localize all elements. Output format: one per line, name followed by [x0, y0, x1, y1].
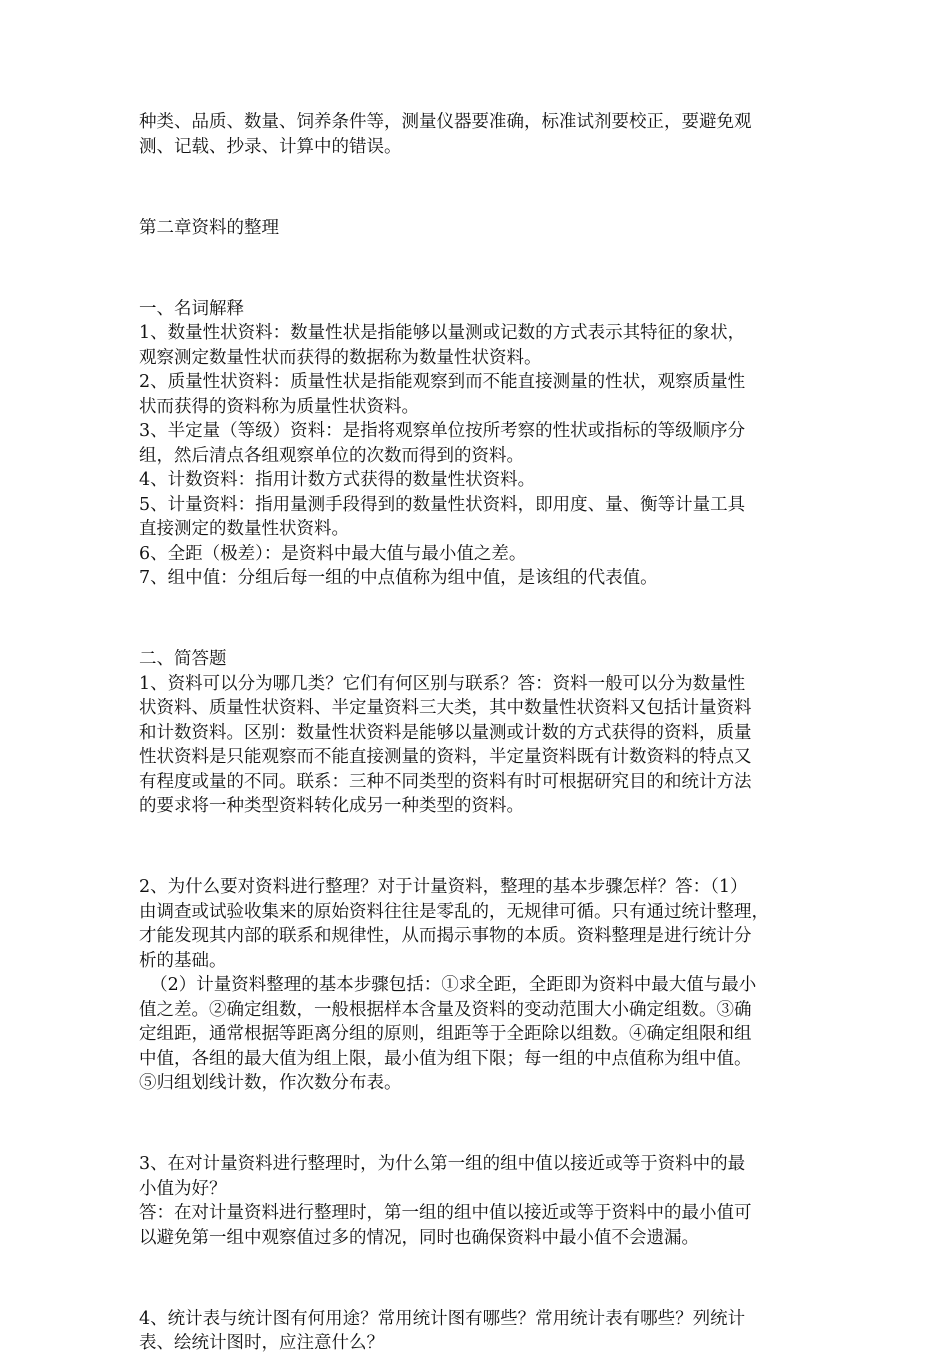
text-line: 值之差。②确定组数，一般根据样本含量及资料的变动范围大小确定组数。③确	[139, 999, 752, 1020]
paragraph-gap	[139, 175, 829, 200]
text-line: 4、计数资料：指用计数方式获得的数量性状资料。	[139, 470, 536, 490]
text-line: 小值为好？	[139, 1178, 227, 1199]
paragraph-gap	[139, 1266, 829, 1291]
paragraph-gap	[139, 607, 829, 632]
paragraph-gap	[139, 1112, 829, 1137]
text-line: 性状资料是只能观察而不能直接测量的资料，半定量资料既有计数资料的特点又	[139, 747, 752, 767]
text-line: 状资料、质量性状资料、半定量资料三大类，其中数量性状资料又包括计量资料	[139, 698, 752, 718]
text-line: 答：在对计量资料进行整理时，第一组的组中值以接近或等于资料中的最小值可	[139, 1203, 752, 1223]
text-line: 2、质量性状资料：质量性状是指能观察到而不能直接测量的性状，观察质量性	[139, 372, 746, 392]
document-page	[139, 110, 829, 1356]
text-line: 5、计量资料：指用量测手段得到的数量性状资料，即用度、量、衡等计量工具	[139, 494, 746, 515]
text-line: 以避免第一组中观察值过多的情况，同时也确保资料中最小值不会遗漏。	[139, 1227, 699, 1248]
text-line: 测、记载、抄录、计算中的错误。	[139, 136, 402, 157]
text-line: 有程度或量的不同。联系：三种不同类型的资料有时可根据研究目的和统计方法	[139, 771, 752, 792]
text-line: 定组距，通常根据等距离分组的原则，组距等于全距除以组数。④确定组限和组	[139, 1024, 752, 1044]
text-line: 表、绘统计图时，应注意什么？	[139, 1333, 384, 1353]
paragraph-gap	[139, 256, 829, 281]
text-line: （2）计量资料整理的基本步骤包括：①求全距，全距即为资料中最大值与最小	[139, 975, 757, 995]
text-line: 析的基础。	[139, 950, 227, 971]
text-line: 6、全距（极差）：是资料中最大值与最小值之差。	[139, 543, 527, 564]
text-line: 才能发现其内部的联系和规律性，从而揭示事物的本质。资料整理是进行统计分	[139, 926, 752, 946]
text-line: 观察测定数量性状而获得的数据称为数量性状资料。	[139, 347, 542, 368]
text-line: 的要求将一种类型资料转化成另一种类型的资料。	[139, 796, 524, 816]
text-line: ⑤归组划线计数，作次数分布表。	[139, 1073, 402, 1093]
text-line: 3、半定量（等级）资料：是指将观察单位按所考察的性状或指标的等级顺序分	[139, 421, 746, 441]
text-line: 组，然后清点各组观察单位的次数而得到的资料。	[139, 445, 524, 466]
text-line: 和计数资料。区别：数量性状资料是能够以量测或计数的方式获得的资料，质量	[139, 722, 752, 743]
text-line: 3、在对计量资料进行整理时，为什么第一组的组中值以接近或等于资料中的最	[139, 1154, 746, 1174]
text-line: 二、简答题	[139, 649, 227, 669]
text-line: 一、名词解释	[139, 298, 244, 319]
text-line: 状而获得的资料称为质量性状资料。	[139, 396, 419, 417]
text-line: 2、为什么要对资料进行整理？对于计量资料，整理的基本步骤怎样？答：（1）	[139, 877, 748, 897]
text-line: 中值，各组的最大值为组上限，最小值为组下限；每一组的中点值称为组中值。	[139, 1048, 752, 1069]
text-line: 1、资料可以分为哪几类？它们有何区别与联系？答：资料一般可以分为数量性	[139, 673, 746, 694]
text-line: 直接测定的数量性状资料。	[139, 519, 349, 539]
text-line: 1、数量性状资料：数量性状是指能够以量测或记数的方式表示其特征的象状，	[139, 323, 746, 343]
text-line: 种类、品质、数量、饲养条件等，测量仪器要准确，标准试剂要校正，要避免观	[139, 112, 752, 132]
text-line: 7、组中值：分组后每一组的中点值称为组中值，是该组的代表值。	[139, 568, 658, 588]
text-line: 4、统计表与统计图有何用途？常用统计图有哪些？常用统计表有哪些？列统计	[139, 1308, 746, 1329]
text-line: 第二章资料的整理	[139, 217, 279, 238]
text-line: 由调查或试验收集来的原始资料往往是零乱的，无规律可循。只有通过统计整理，	[139, 901, 769, 922]
paragraph-gap	[139, 835, 829, 860]
